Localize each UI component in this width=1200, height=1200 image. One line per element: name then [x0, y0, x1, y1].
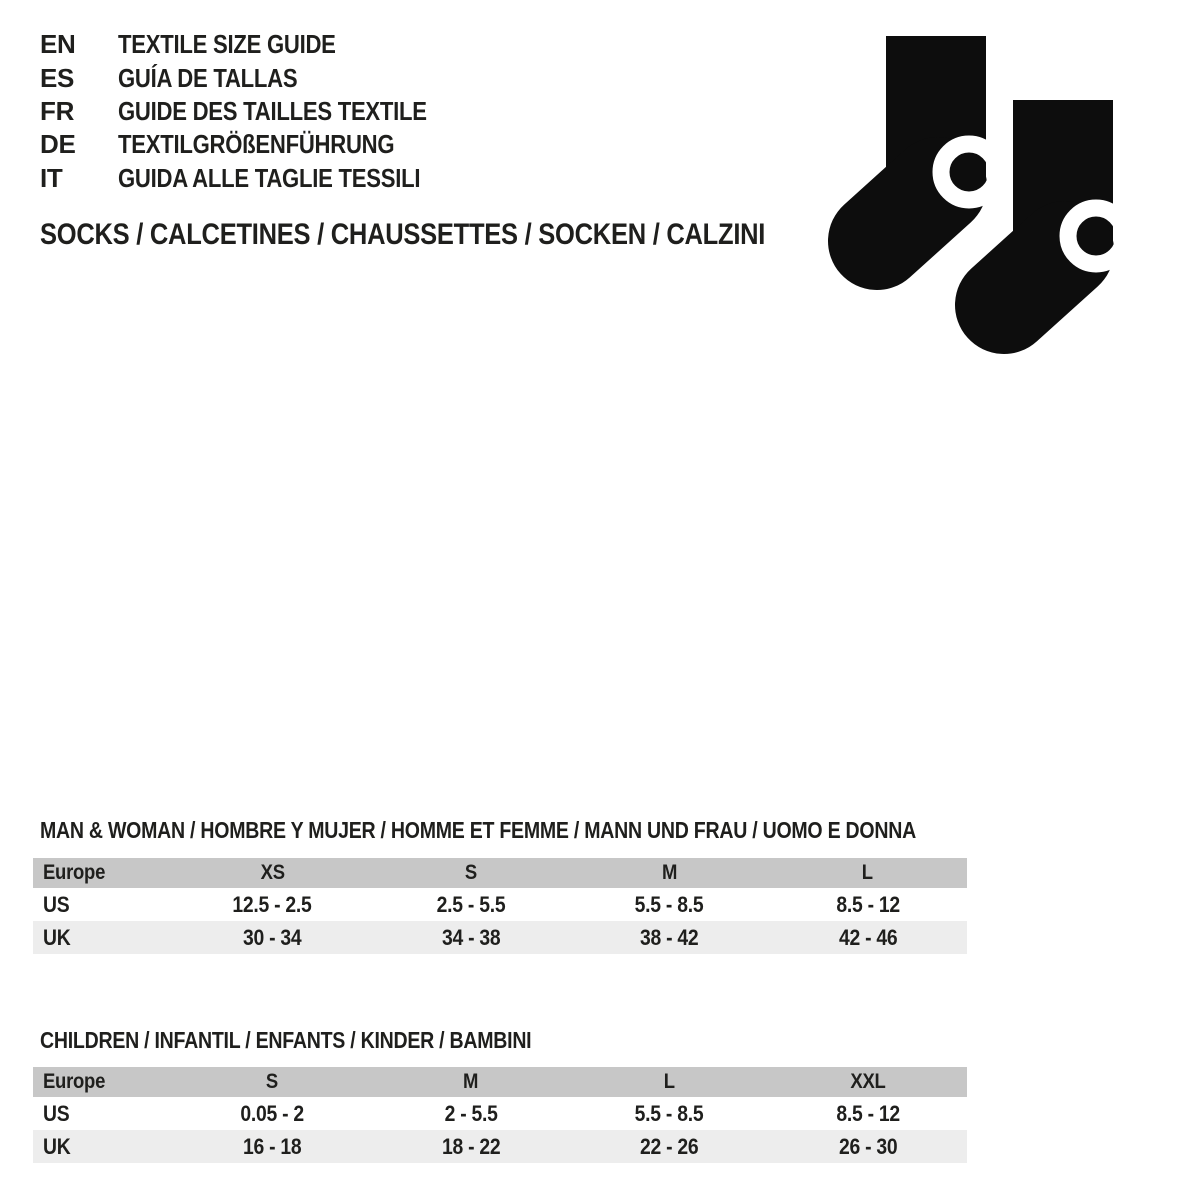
table-header-row	[33, 858, 967, 888]
size-cell: 8.5 - 12	[835, 891, 900, 917]
category-heading: SOCKS / CALCETINES / CHAUSSETTES / SOCKEN / CALZINI	[40, 218, 766, 251]
guide-title-de: TEXTILGRÖßENFÜHRUNG	[118, 129, 395, 160]
language-code: ES	[40, 62, 75, 93]
guide-title-es: GUÍA DE TALLAS	[118, 62, 298, 93]
size-cell: 2.5 - 5.5	[436, 891, 506, 917]
table-title-children: CHILDREN / INFANTIL / ENFANTS / KINDER / BAMBINI	[40, 1027, 532, 1053]
language-code: FR	[40, 95, 75, 126]
table-title-man-woman: MAN & WOMAN / HOMBRE Y MUJER / HOMME ET FEMME / MANN UND FRAU / UOMO E DONNA	[40, 817, 916, 843]
language-row	[40, 28, 481, 61]
header-cell-size: L	[862, 861, 874, 884]
header-cell-size: S	[266, 1070, 279, 1093]
header-cell-region: Europe	[43, 1070, 106, 1093]
size-cell: 8.5 - 12	[835, 1100, 900, 1126]
guide-title-en: TEXTILE SIZE GUIDE	[118, 29, 336, 60]
size-cell: 38 - 42	[640, 924, 699, 950]
size-cell: 16 - 18	[243, 1133, 302, 1159]
row-label: UK	[43, 924, 71, 950]
language-list	[40, 28, 481, 195]
table-row-uk	[33, 921, 967, 954]
language-row	[40, 61, 481, 94]
language-row	[40, 95, 481, 128]
size-cell: 12.5 - 2.5	[232, 891, 312, 917]
size-cell: 5.5 - 8.5	[634, 891, 704, 917]
header-cell-region: Europe	[43, 861, 106, 884]
language-row	[40, 162, 481, 195]
header-cell-size: S	[464, 861, 477, 884]
row-label: US	[43, 1100, 70, 1126]
language-code: DE	[40, 129, 76, 160]
row-label: US	[43, 891, 70, 917]
size-cell: 26 - 30	[838, 1133, 897, 1159]
size-cell: 0.05 - 2	[240, 1100, 305, 1126]
size-cell: 34 - 38	[441, 924, 500, 950]
size-table-children	[33, 1067, 967, 1163]
table-header-row	[33, 1067, 967, 1097]
guide-title-it: GUIDA ALLE TAGLIE TESSILI	[118, 162, 421, 193]
size-cell: 42 - 46	[838, 924, 897, 950]
table-row-us	[33, 1097, 967, 1130]
sock-left-icon	[877, 36, 997, 241]
size-cell: 5.5 - 8.5	[634, 1100, 704, 1126]
sock-right-icon	[1004, 100, 1124, 305]
size-cell: 22 - 26	[640, 1133, 699, 1159]
header-cell-size: M	[463, 1070, 479, 1093]
language-row	[40, 128, 481, 161]
size-cell: 30 - 34	[243, 924, 302, 950]
size-table-man-woman	[33, 858, 967, 954]
header-cell-size: XS	[260, 861, 285, 884]
header-cell-size: L	[663, 1070, 675, 1093]
table-row-uk	[33, 1130, 967, 1163]
language-code: IT	[40, 162, 63, 193]
language-code: EN	[40, 29, 76, 60]
socks-icon	[820, 36, 1140, 361]
header-cell-size: XXL	[850, 1070, 886, 1093]
row-label: UK	[43, 1133, 71, 1159]
guide-title-fr: GUIDE DES TAILLES TEXTILE	[118, 95, 427, 126]
size-cell: 2 - 5.5	[444, 1100, 498, 1126]
size-cell: 18 - 22	[441, 1133, 500, 1159]
table-row-us	[33, 888, 967, 921]
header-cell-size: M	[661, 861, 677, 884]
